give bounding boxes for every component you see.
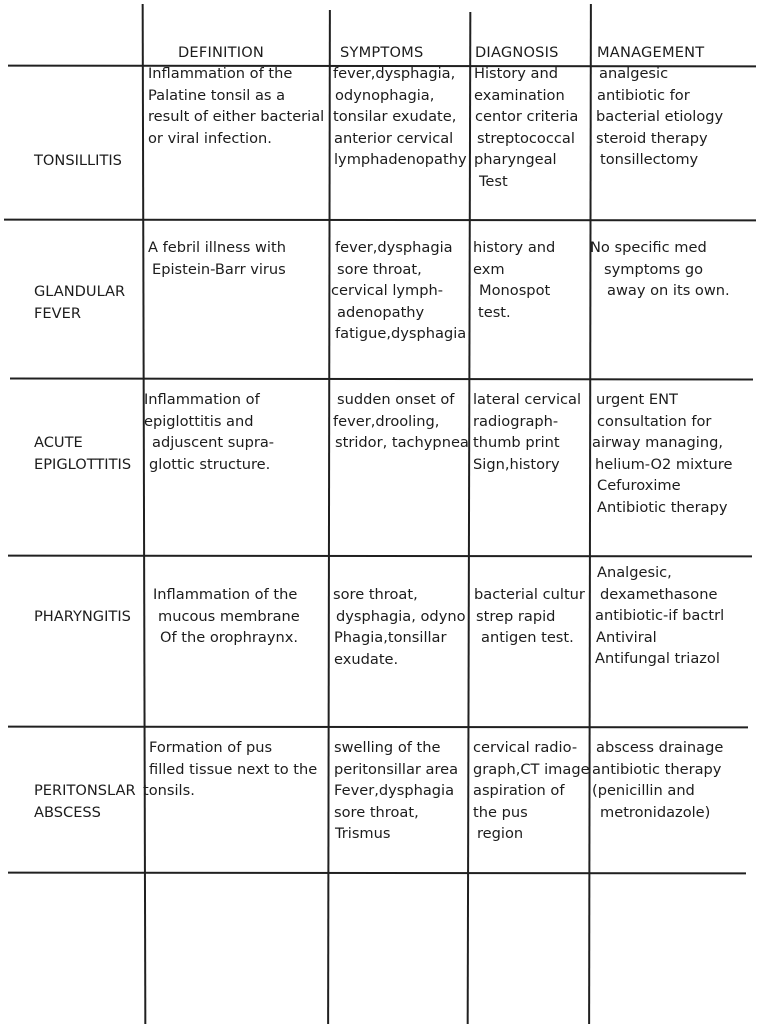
disease-name: [34, 150, 122, 172]
definition-cell: [148, 237, 286, 280]
definition-line: tonsils.: [143, 782, 195, 800]
definition-line: Of the orophraynx.: [160, 629, 299, 647]
diagnosis-line: thumb print: [473, 434, 560, 452]
definition-line: Inflammation of the: [153, 586, 298, 603]
management-line: away on its own.: [607, 282, 730, 300]
management-cell: [595, 562, 724, 670]
row-divider: [4, 219, 756, 221]
symptoms-line: Trismus: [335, 825, 391, 843]
diagnosis-line: pharyngeal: [474, 151, 557, 169]
diagnosis-line: test.: [478, 303, 511, 321]
definition-line: Inflammation of: [144, 391, 260, 408]
management-line: metronidazole): [600, 803, 711, 821]
management-line: dexamethasone: [600, 585, 718, 603]
diagnosis-line: examination: [474, 86, 565, 104]
diagnosis-line: Monospot: [479, 282, 551, 300]
diagnosis-line: exm: [473, 260, 505, 278]
symptoms-line: fever,dysphagia: [335, 239, 453, 256]
row-divider: [8, 555, 752, 557]
management-cell: [592, 389, 732, 519]
symptoms-line: fever,dysphagia,: [333, 65, 456, 82]
management-line: antibiotic therapy: [592, 760, 722, 778]
definition-line: result of either bacterial: [148, 108, 325, 126]
diagnosis-cell: [474, 584, 585, 649]
diagnosis-line: region: [477, 825, 524, 843]
symptoms-cell: [333, 584, 466, 670]
diagnosis-line: graph,CT image: [473, 760, 590, 778]
diagnosis-line: Sign,history: [473, 455, 560, 473]
management-line: antibiotic-if bactrl: [595, 607, 725, 625]
disease-name-line: EPIGLOTTITIS: [34, 455, 132, 473]
disease-name: [34, 281, 125, 324]
symptoms-line: exudate.: [334, 650, 399, 668]
definition-line: Formation of pus: [149, 739, 273, 756]
symptoms-line: Phagia,tonsillar: [334, 629, 447, 647]
disease-name: [34, 432, 131, 475]
management-cell: [596, 63, 723, 171]
symptoms-cell: [334, 737, 458, 845]
disease-name-line: PHARYNGITIS: [34, 608, 131, 625]
management-cell: [590, 237, 730, 302]
header-definition: DEFINITION: [178, 44, 264, 61]
management-line: Antifungal triazol: [595, 650, 720, 668]
definition-line: adjuscent supra-: [152, 434, 275, 452]
symptoms-cell: [331, 237, 466, 345]
symptoms-line: Fever,dysphagia: [334, 782, 455, 800]
diagnosis-cell: [474, 63, 578, 193]
header-symptoms: SYMPTOMS: [340, 44, 424, 61]
management-line: steroid therapy: [596, 129, 708, 147]
symptoms-line: sore throat,: [333, 586, 418, 603]
disease-name-line: GLANDULAR: [34, 283, 126, 300]
management-line: Cefuroxime: [597, 477, 681, 495]
diagnosis-line: streptococcal: [477, 129, 575, 147]
diagnosis-line: Test: [479, 172, 508, 190]
row-divider: [10, 377, 753, 380]
management-line: airway managing,: [592, 434, 723, 452]
symptoms-line: sudden onset of: [337, 391, 455, 408]
diagnosis-cell: [473, 737, 590, 845]
row-divider: [8, 726, 748, 728]
definition-line: glottic structure.: [149, 455, 271, 473]
disease-name-line: TONSILLITIS: [34, 152, 122, 169]
management-line: symptoms go: [604, 260, 704, 278]
symptoms-line: sore throat,: [337, 260, 422, 278]
disease-name: [34, 606, 131, 628]
diagnosis-cell: [473, 389, 581, 475]
symptoms-line: stridor, tachypnea: [335, 434, 469, 452]
definition-line: Palatine tonsil as a: [148, 86, 286, 104]
symptoms-line: lymphadenopathy: [334, 151, 467, 169]
symptoms-line: fatigue,dysphagia: [335, 325, 467, 343]
definition-line: filled tissue next to the: [149, 760, 318, 778]
diagnosis-line: the pus: [473, 803, 528, 821]
definition-cell: [143, 737, 318, 802]
diagnosis-line: cervical radio-: [473, 739, 578, 756]
disease-name-line: FEVER: [34, 304, 81, 322]
management-line: No specific med: [590, 239, 707, 256]
symptoms-line: swelling of the: [334, 739, 441, 756]
symptoms-line: sore throat,: [334, 803, 419, 821]
definition-cell: [153, 584, 300, 649]
definition-cell: [148, 63, 324, 149]
management-line: analgesic: [599, 65, 669, 82]
diagnosis-line: lateral cervical: [473, 391, 582, 408]
disease-name-line: PERITONSLAR: [34, 782, 136, 799]
diagnosis-line: history and: [473, 239, 556, 256]
disease-name-line: ACUTE: [34, 434, 83, 451]
management-line: (penicillin and: [592, 782, 695, 800]
management-line: Analgesic,: [597, 564, 672, 581]
management-line: urgent ENT: [596, 391, 678, 408]
row-divider: [8, 872, 746, 874]
definition-line: Epistein-Barr virus: [152, 260, 286, 278]
symptoms-line: cervical lymph-: [331, 282, 444, 300]
diagnosis-line: radiograph-: [473, 412, 559, 430]
management-line: Antiviral: [596, 628, 657, 646]
diagnosis-line: centor criteria: [475, 108, 579, 126]
diagnosis-line: bacterial cultur: [474, 586, 585, 603]
definition-cell: [144, 389, 274, 475]
diagnosis-line: antigen test.: [481, 629, 574, 647]
symptoms-line: adenopathy: [337, 303, 425, 321]
symptoms-line: peritonsillar area: [334, 760, 459, 778]
management-line: consultation for: [597, 412, 712, 430]
header-management: MANAGEMENT: [597, 44, 705, 61]
diagnosis-line: aspiration of: [473, 782, 565, 800]
management-line: bacterial etiology: [596, 108, 724, 126]
symptoms-cell: [333, 389, 469, 454]
management-line: abscess drainage: [596, 739, 724, 756]
symptoms-line: fever,drooling,: [333, 412, 440, 430]
management-line: helium-O2 mixture: [595, 455, 733, 473]
symptoms-line: dysphagia, odyno: [336, 607, 466, 625]
symptoms-line: odynophagia,: [335, 86, 435, 104]
management-cell: [592, 737, 723, 823]
symptoms-line: tonsilar exudate,: [333, 108, 457, 126]
column-divider: [588, 4, 591, 1024]
definition-line: or viral infection.: [148, 129, 272, 147]
management-line: antibiotic for: [597, 86, 690, 104]
diagnosis-line: strep rapid: [476, 607, 556, 625]
definition-line: Inflammation of the: [148, 65, 293, 82]
disease-name-line: ABSCESS: [34, 803, 101, 821]
definition-line: A febril illness with: [148, 239, 286, 256]
symptoms-line: anterior cervical: [334, 129, 454, 147]
header-diagnosis: DIAGNOSIS: [475, 44, 559, 61]
management-line: Antibiotic therapy: [597, 498, 728, 516]
management-line: tonsillectomy: [600, 151, 699, 169]
diagnosis-line: History and: [474, 65, 559, 82]
definition-line: epiglottitis and: [144, 412, 254, 430]
definition-line: mucous membrane: [158, 607, 300, 625]
diagnosis-cell: [473, 237, 555, 323]
disease-name: [34, 780, 136, 823]
symptoms-cell: [333, 63, 467, 171]
